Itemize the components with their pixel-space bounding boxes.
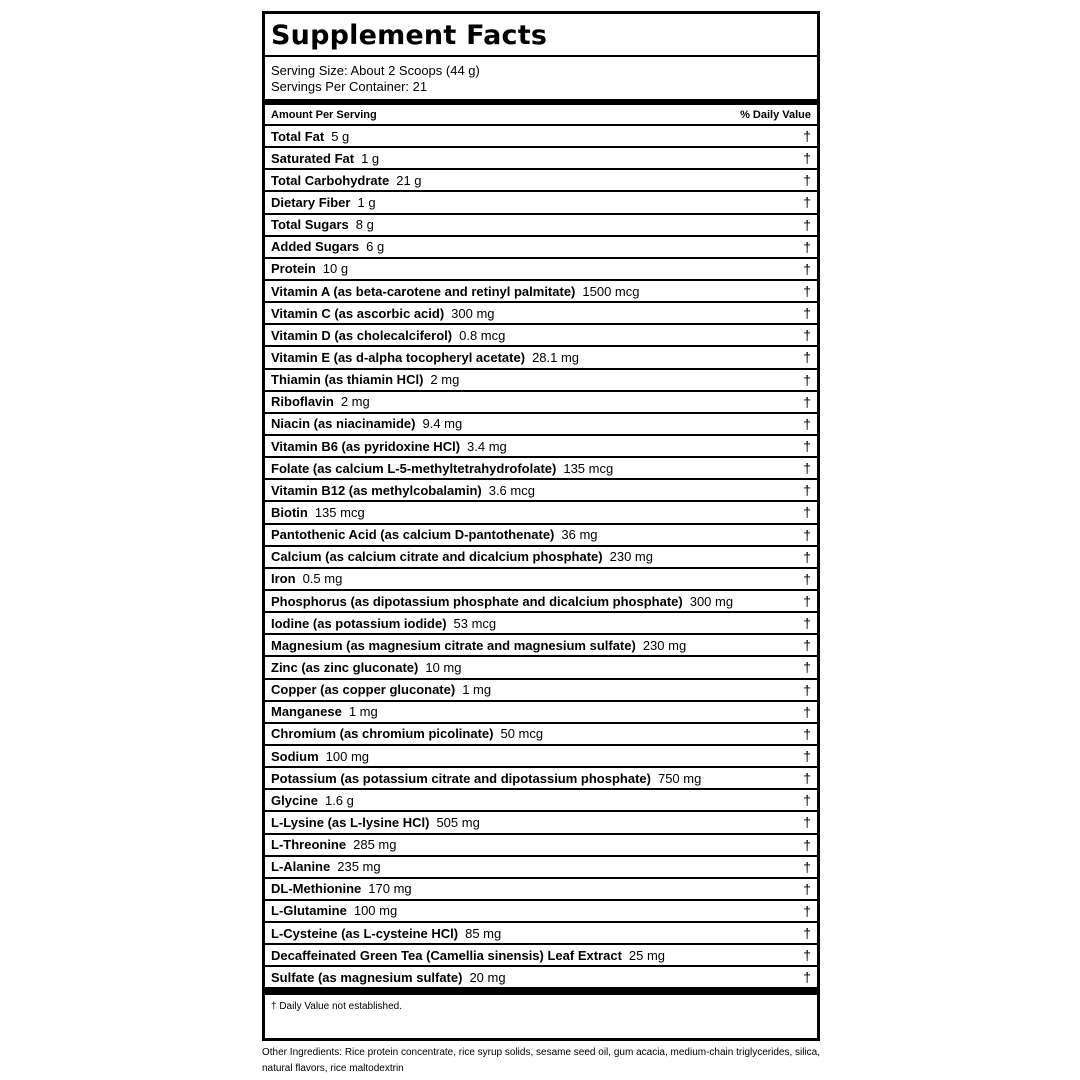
nutrient-name: Vitamin C (as ascorbic acid)	[271, 305, 445, 321]
nutrient-row	[265, 170, 817, 192]
nutrient-name: L-Cysteine (as L-cysteine HCl)	[271, 925, 459, 941]
nutrient-name: Pantothenic Acid (as calcium D-pantothenate)	[271, 527, 555, 543]
nutrient-name: Total Fat	[271, 128, 325, 144]
nutrient-label	[271, 749, 369, 764]
nutrient-amount: 8 g	[355, 217, 374, 233]
nutrient-label	[271, 771, 701, 786]
daily-value-dagger: †	[803, 393, 811, 410]
daily-value-dagger: †	[803, 526, 811, 543]
nutrient-name: Zinc (as zinc gluconate)	[271, 659, 419, 675]
daily-value-dagger: †	[803, 792, 811, 809]
nutrient-row	[265, 392, 817, 414]
daily-value-dagger: †	[803, 482, 811, 499]
nutrient-amount: 135 mcg	[563, 460, 614, 476]
nutrient-row	[265, 857, 817, 879]
nutrient-label	[271, 926, 501, 941]
daily-value-dagger: †	[803, 150, 811, 167]
nutrient-amount: 50 mcg	[500, 726, 544, 742]
nutrient-row	[265, 812, 817, 834]
daily-value-dagger: †	[803, 349, 811, 366]
nutrient-name: Iodine (as potassium iodide)	[271, 615, 447, 631]
nutrient-label	[271, 616, 496, 631]
nutrient-amount: 36 mg	[561, 527, 598, 543]
nutrient-row	[265, 259, 817, 281]
daily-value-dagger: †	[803, 593, 811, 610]
nutrient-row	[265, 502, 817, 524]
nutrient-name: Magnesium (as magnesium citrate and magnesium sulfate)	[271, 637, 636, 653]
daily-value-dagger: †	[803, 969, 811, 986]
nutrient-label	[271, 903, 397, 918]
nutrient-label	[271, 704, 378, 719]
nutrient-amount: 1 mg	[462, 682, 492, 698]
nutrient-amount: 235 mg	[337, 859, 381, 875]
nutrient-row	[265, 370, 817, 392]
nutrient-row	[265, 945, 817, 967]
nutrient-name: Vitamin E (as d-alpha tocopheryl acetate)	[271, 349, 526, 365]
nutrient-row	[265, 923, 817, 945]
daily-value-dagger: †	[803, 260, 811, 277]
nutrient-row	[265, 126, 817, 148]
nutrient-name: L-Lysine (as L-lysine HCl)	[271, 814, 430, 830]
nutrient-amount: 5 g	[331, 128, 350, 144]
servings-per-container: Servings Per Container: 21	[271, 79, 428, 94]
nutrient-amount: 2 mg	[430, 372, 460, 388]
nutrient-amount: 28.1 mg	[532, 349, 580, 365]
nutrient-amount: 0.5 mg	[302, 571, 343, 587]
nutrient-amount: 170 mg	[368, 881, 412, 897]
nutrient-label	[271, 461, 613, 476]
nutrient-name: Total Sugars	[271, 217, 349, 233]
nutrient-label	[271, 195, 376, 210]
daily-value-dagger: †	[803, 858, 811, 875]
nutrient-label	[271, 328, 505, 343]
nutrient-row	[265, 768, 817, 790]
daily-value-dagger: †	[803, 238, 811, 255]
serving-info	[265, 57, 817, 99]
nutrient-label	[271, 261, 348, 276]
daily-value-dagger: †	[803, 725, 811, 742]
nutrient-label	[271, 638, 686, 653]
daily-value-dagger: †	[803, 128, 811, 145]
daily-value-dagger: †	[803, 548, 811, 565]
amount-per-serving-header: Amount Per Serving	[271, 108, 377, 121]
nutrient-label	[271, 549, 653, 564]
nutrient-amount: 10 g	[322, 261, 349, 277]
daily-value-dagger: †	[803, 748, 811, 764]
daily-value-dagger: †	[803, 681, 811, 698]
nutrient-label	[271, 527, 598, 542]
panel-title: Supplement Facts	[265, 14, 817, 57]
nutrient-row	[265, 635, 817, 657]
nutrient-amount: 1 mg	[348, 704, 378, 720]
nutrient-name: L-Glutamine	[271, 903, 347, 919]
daily-value-dagger: †	[803, 415, 811, 432]
nutrient-name: Folate (as calcium L-5-methyltetrahydrofolate)	[271, 460, 557, 476]
nutrient-row	[265, 458, 817, 480]
nutrient-label	[271, 660, 462, 675]
nutrient-amount: 100 mg	[325, 748, 370, 764]
nutrient-row	[265, 569, 817, 591]
nutrient-amount: 1500 mcg	[582, 283, 640, 299]
nutrient-amount: 230 mg	[642, 637, 687, 653]
nutrient-name: Vitamin D (as cholecalciferol)	[271, 327, 453, 343]
daily-value-dagger: †	[803, 438, 811, 455]
nutrient-name: Vitamin B12 (as methylcobalamin)	[271, 482, 482, 498]
nutrient-row	[265, 237, 817, 259]
nutrient-row	[265, 790, 817, 812]
nutrient-row	[265, 901, 817, 923]
nutrient-row	[265, 480, 817, 502]
nutrient-label	[271, 394, 370, 409]
nutrient-amount: 300 mg	[689, 593, 734, 609]
nutrient-amount: 750 mg	[657, 770, 702, 786]
nutrient-amount: 3.6 mcg	[488, 482, 535, 498]
nutrient-label	[271, 505, 365, 520]
daily-value-dagger: †	[803, 902, 811, 919]
nutrient-amount: 3.4 mg	[467, 438, 507, 454]
nutrient-amount: 1.6 g	[324, 792, 354, 808]
nutrient-name: Saturated Fat	[271, 150, 355, 166]
nutrient-name: Dietary Fiber	[271, 194, 351, 210]
nutrient-label	[271, 682, 491, 697]
nutrient-amount: 25 mg	[628, 947, 666, 963]
nutrient-name: Vitamin B6 (as pyridoxine HCl)	[271, 438, 461, 454]
nutrient-label	[271, 815, 480, 830]
daily-value-dagger: †	[803, 703, 811, 720]
nutrient-label	[271, 217, 374, 232]
nutrient-name: Glycine	[271, 792, 318, 808]
nutrient-name: Protein	[271, 261, 316, 277]
nutrient-label	[271, 726, 543, 741]
nutrient-amount: 20 mg	[469, 969, 506, 985]
nutrient-row	[265, 547, 817, 569]
nutrient-label	[271, 350, 579, 365]
nutrient-row	[265, 525, 817, 547]
nutrient-label	[271, 306, 495, 321]
nutrient-amount: 2 mg	[340, 394, 370, 410]
footnote: † Daily Value not established.	[271, 1001, 403, 1013]
nutrient-label	[271, 129, 349, 144]
nutrient-name: Niacin (as niacinamide)	[271, 416, 416, 432]
nutrient-amount: 9.4 mg	[422, 416, 463, 432]
nutrient-name: Riboflavin	[271, 394, 334, 410]
nutrient-row	[265, 436, 817, 458]
nutrient-row	[265, 613, 817, 635]
daily-value-header: % Daily Value	[740, 108, 811, 121]
daily-value-dagger: †	[803, 194, 811, 211]
nutrient-name: Sulfate (as magnesium sulfate)	[271, 969, 463, 985]
nutrient-name: Sodium	[271, 748, 319, 764]
nutrient-name: Vitamin A (as beta-carotene and retinyl palmitate)	[271, 283, 576, 299]
daily-value-dagger: †	[803, 570, 811, 587]
daily-value-dagger: †	[803, 925, 811, 942]
daily-value-dagger: †	[803, 216, 811, 233]
nutrient-label	[271, 571, 342, 586]
nutrient-label	[271, 173, 422, 188]
nutrient-row	[265, 967, 817, 989]
serving-size: Serving Size: About 2 Scoops (44 g)	[271, 63, 480, 78]
other-ingredients: Other Ingredients: Rice protein concentrate, rice syrup solids, sesame seed oil, gum acacia, medium-chain triglycerides, silica, natural flavors, rice maltodextrin	[262, 1047, 821, 1074]
nutrient-name: Copper (as copper gluconate)	[271, 682, 456, 698]
nutrient-row	[265, 414, 817, 436]
column-header-row	[265, 105, 817, 126]
nutrient-row	[265, 879, 817, 901]
nutrient-name: Added Sugars	[271, 239, 360, 255]
daily-value-dagger: †	[803, 371, 811, 388]
daily-value-dagger: †	[803, 659, 811, 676]
nutrient-amount: 285 mg	[353, 837, 397, 853]
nutrient-label	[271, 881, 412, 896]
nutrient-amount: 1 g	[357, 194, 376, 210]
nutrient-name: Manganese	[271, 704, 342, 720]
nutrient-row	[265, 702, 817, 724]
nutrient-name: Biotin	[271, 504, 308, 520]
nutrient-label	[271, 284, 639, 299]
nutrient-name: L-Alanine	[271, 859, 331, 875]
nutrient-amount: 0.8 mcg	[459, 327, 506, 343]
daily-value-dagger: †	[803, 637, 811, 654]
nutrient-amount: 85 mg	[465, 925, 502, 941]
nutrient-row	[265, 215, 817, 237]
nutrient-name: Iron	[271, 571, 296, 587]
nutrient-name: Phosphorus (as dipotassium phosphate and dicalcium phosphate)	[271, 593, 683, 609]
nutrient-amount: 53 mcg	[453, 615, 497, 631]
daily-value-dagger: †	[803, 836, 811, 853]
nutrient-row	[265, 724, 817, 746]
nutrient-label	[271, 483, 535, 498]
daily-value-dagger: †	[803, 814, 811, 831]
nutrient-row	[265, 746, 817, 768]
nutrient-amount: 230 mg	[609, 549, 653, 565]
nutrient-row	[265, 835, 817, 857]
nutrient-label	[271, 439, 507, 454]
nutrient-amount: 10 mg	[425, 659, 462, 675]
nutrient-row	[265, 281, 817, 303]
nutrient-row	[265, 325, 817, 347]
daily-value-dagger: †	[803, 880, 811, 897]
nutrient-label	[271, 416, 462, 431]
daily-value-dagger: †	[803, 172, 811, 189]
supplement-facts-panel	[262, 11, 820, 1041]
nutrient-row	[265, 192, 817, 214]
nutrient-label	[271, 594, 733, 609]
daily-value-dagger: †	[803, 770, 811, 787]
nutrient-row	[265, 303, 817, 325]
nutrient-label	[271, 837, 396, 852]
nutrient-amount: 300 mg	[451, 305, 495, 321]
nutrient-row	[265, 657, 817, 679]
nutrient-name: L-Threonine	[271, 837, 347, 853]
nutrient-row	[265, 591, 817, 613]
daily-value-dagger: †	[803, 504, 811, 521]
nutrient-row	[265, 347, 817, 369]
nutrient-name: Potassium (as potassium citrate and dipotassium phosphate)	[271, 770, 651, 786]
nutrient-amount: 1 g	[361, 150, 380, 166]
nutrient-amount: 135 mcg	[314, 504, 365, 520]
nutrient-name: Decaffeinated Green Tea (Camellia sinensis) Leaf Extract	[271, 947, 622, 963]
daily-value-dagger: †	[803, 615, 811, 632]
nutrient-label	[271, 970, 506, 985]
nutrient-row	[265, 148, 817, 170]
nutrient-list	[265, 126, 817, 989]
nutrient-amount: 505 mg	[436, 814, 480, 830]
nutrient-label	[271, 151, 379, 166]
daily-value-dagger: †	[803, 283, 811, 300]
nutrient-amount: 6 g	[366, 239, 385, 255]
nutrient-label	[271, 859, 381, 874]
daily-value-dagger: †	[803, 305, 811, 322]
daily-value-dagger: †	[803, 947, 811, 964]
nutrient-name: Calcium (as calcium citrate and dicalcium phosphate)	[271, 549, 603, 565]
daily-value-dagger: †	[803, 327, 811, 344]
nutrient-name: Chromium (as chromium picolinate)	[271, 726, 494, 742]
daily-value-dagger: †	[803, 460, 811, 477]
nutrient-name: DL-Methionine	[271, 881, 362, 897]
nutrient-label	[271, 948, 665, 963]
nutrient-amount: 100 mg	[353, 903, 398, 919]
nutrient-label	[271, 239, 384, 254]
nutrient-row	[265, 680, 817, 702]
nutrient-name: Thiamin (as thiamin HCl)	[271, 372, 424, 388]
nutrient-label	[271, 793, 354, 808]
nutrient-label	[271, 372, 459, 387]
nutrient-amount: 21 g	[396, 172, 422, 188]
nutrient-name: Total Carbohydrate	[271, 172, 390, 188]
